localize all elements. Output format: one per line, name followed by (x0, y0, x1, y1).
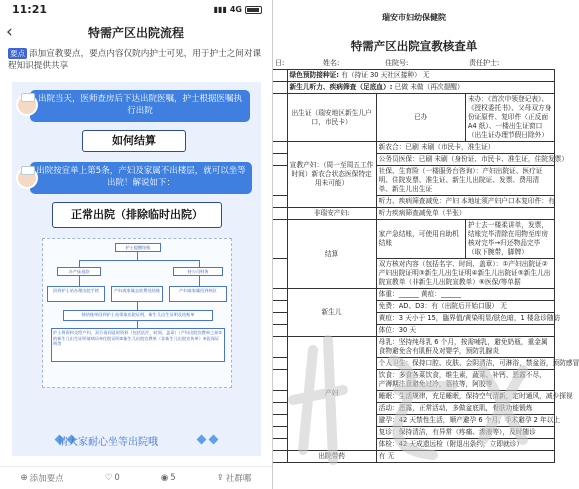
checklist-document (272, 0, 579, 489)
table-cell: 避孕：42 天禁性生活，顺产避孕 6 个月，手术避孕 2 年以上 (376, 415, 554, 427)
poster-footer: 请大家耐心坐等出院哦 (58, 437, 158, 448)
table-cell (273, 325, 287, 337)
table-cell (273, 289, 287, 301)
table-cell: 体位：30 天 (376, 325, 554, 337)
table-cell: 母乳：坚持纯母乳 6 个月，按需哺乳，避免奶瓶，重金属食物避免含有肌酐及对婴学，预防乳腺炎 (376, 337, 554, 358)
table-row (273, 82, 555, 94)
checklist-table (273, 69, 579, 463)
table-row (273, 337, 555, 358)
table-cell (273, 427, 287, 439)
name-label: 姓名: (323, 59, 340, 67)
flowchart (42, 238, 232, 388)
table-cell (273, 337, 287, 358)
admission-no-label: 住院号: (385, 59, 409, 67)
settlement-box: 如何结算 (82, 130, 186, 152)
table-cell (273, 70, 287, 82)
nurse-icon (16, 167, 38, 189)
table-cell (273, 370, 287, 391)
flow-top: 护士提醒结账 (115, 243, 161, 252)
flow-l2: 持公司财务 (173, 267, 223, 276)
diamond-icon (197, 435, 207, 445)
table-cell: 复诊：保持清洁，有异常（疼痛、渗液等），及时随诊 (376, 427, 554, 439)
table-cell (273, 403, 287, 415)
table-row (273, 289, 555, 301)
step1-bubble (30, 90, 250, 122)
table-cell (273, 208, 287, 220)
table-cell: 饮食：多食各菜饮食，维生素，蔬菜、补钙、恶露不尽，产褥期注意避免过冷，荔枝等，阿胶等 (376, 370, 554, 391)
table-cell: 黄疸：3 天小于 15，臨界值/黄染明显/肤色暗，1 楼急诊随访 (376, 313, 554, 325)
normal-discharge-box: 正常出院（排除临时出院） (52, 202, 222, 228)
table-cell: 出生证（瑞安地区新生儿户口，市民卡） (287, 94, 376, 142)
table-cell (273, 451, 287, 463)
flow-m2: 产妇或家属去收费处结账 (111, 286, 163, 302)
table-cell: 绿色预防接种证: 有（持证 30 天社区接种） 无 (287, 70, 555, 82)
table-cell: 个人卫生：保持口腔、皮肤、会阴清洁，可淋浴，禁盆浴，预防感冒 (376, 358, 554, 370)
table-cell: 公务员医保：已刷 未刷（身份证、市民卡、准生证，住院发票） (376, 154, 554, 166)
table-row (273, 220, 555, 259)
table-cell: 宣教产妇：（周一至周五工作时间）新农合状态医保特定用未可能） (287, 142, 376, 208)
table-cell (273, 196, 287, 208)
flow-note: 护士将资料交给产妇，双方再同意时资料（包括医疗、时间、盖章）（产妇出院宣教单之前②的新生儿出生证明请病历④住院证明⑤新生儿出院宣教单（非新生儿出院宣传单）④医保证明等 (51, 328, 225, 362)
table-cell: 社保、生育险（一楼服务台咨询）：产妇出院证、医疗证明、住院发票、准生证、新生儿出院证、发票、费用清单、新生儿出生证 (376, 166, 554, 196)
table-row (273, 451, 555, 463)
step2-text: 出院按宣单上第5条，产妇及家属不出楼层，就可以坐等出院！解说如下： (36, 166, 246, 188)
table-cell: 护士去一楼柔讲单，发票，结账完毕清除在用物至库房核对完毕→归还物品完毕（取下腕带，脚牌） (465, 220, 554, 259)
table-cell: 新生儿 (287, 289, 376, 337)
step2-bubble (30, 162, 252, 194)
table-row (273, 142, 555, 154)
table-row (273, 94, 555, 142)
status-time: 11:21 (12, 3, 48, 16)
table-cell: 双方核对内容（包括名字、时间、盖章）：①产妇出院证②产妇出院证明③新生儿出生证明④新生儿出院证⑤新生儿出院宣教单（非新生儿出院宣教单）⑥医保/等单据 (376, 259, 554, 289)
hint-box (0, 45, 272, 76)
table-cell: 听力疾病筛查减免单（半张） (376, 208, 554, 220)
table-cell: 已办 (376, 94, 465, 142)
bottom-toolbar (0, 466, 272, 489)
table-cell (273, 439, 287, 451)
table-cell (273, 166, 287, 196)
table-cell (273, 154, 287, 166)
share-button[interactable]: ⇪ 社群哪 (216, 473, 252, 484)
table-cell: 有 无 (376, 451, 554, 463)
back-icon[interactable]: ‹ (6, 21, 13, 42)
status-bar (0, 0, 272, 19)
nav-bar (0, 19, 272, 45)
heart-icon: ♡ (104, 473, 113, 483)
table-cell (273, 259, 287, 289)
table-cell: 出院带药 (287, 451, 376, 463)
table-cell: 新生儿听力、疾病筛查（足底血）: 已做 未做（再次提醒） (287, 82, 555, 94)
date-label: 日: (275, 59, 285, 67)
flow-bottom: 持结账单回到护士站领取出院证明，新生儿出生证明及结账单 (63, 310, 213, 321)
hint-tag: 要点 (10, 49, 25, 58)
battery-icon (245, 6, 262, 14)
table-cell (273, 313, 287, 325)
eye-icon: ◉ (160, 473, 169, 483)
table-cell (273, 358, 287, 370)
table-cell (273, 301, 287, 313)
diamond-icon (209, 435, 219, 445)
table-cell: 产妇 (287, 337, 376, 451)
table-cell (273, 391, 287, 403)
table-cell: 体检：42 天成遗远检（附退出条约，立即就诊） (376, 439, 554, 451)
step1-text: 出院当天，医师查房后下达出院医嘱，护士根据医嘱执行出院 (37, 94, 242, 116)
table-cell: 非瑞安产妇: (287, 208, 376, 220)
add-point-button[interactable]: ⊕ 添加要点 (20, 473, 64, 484)
document-title: 特需产区出院宣教核查单 (350, 39, 478, 53)
table-cell: 未办：《首次申领登记表》、《授权委托书》、父母双方身份证原件、复印件（正反面 A4 纸）、一楼出生证窗口（出生证办理节假日除外） (465, 94, 554, 142)
table-cell: 睡眠：生活规律，充足睡眠，保持空气清新，定时通风，减少探视 (376, 391, 554, 403)
page-title: 特需产区出院流程 (87, 25, 184, 40)
table-cell (273, 82, 287, 94)
table-cell: 活动：恶露，正常活动，多做盆底肌，骨肤功能锻炼 (376, 403, 554, 415)
view-count: ◉ 5 (160, 473, 176, 483)
table-cell (273, 142, 287, 154)
table-row (273, 70, 555, 82)
flow-m3: 产妇或家属回到病区 (169, 286, 227, 302)
network-label: 4G (229, 5, 242, 14)
table-cell: 结算 (287, 220, 376, 289)
flow-l1: 办产床退款 (57, 267, 101, 276)
table-cell: 新农合：已刷 未刷（市民卡，准生证） (376, 142, 554, 154)
table-cell: 体重：______ 黄疸：______ (376, 289, 554, 301)
nurse-label: 责任护士: (469, 59, 500, 67)
nurse-icon (16, 94, 38, 116)
table-cell (273, 94, 287, 142)
plus-circle-icon: ⊕ (20, 473, 28, 483)
table-cell: 听力、疾病筛查减免：产妇 本地址须产妇户口本复印件：有 (376, 196, 554, 208)
flow-m1: 回到护士站办理出院手续 (47, 286, 105, 302)
table-cell (273, 220, 287, 259)
phone-screen (0, 0, 272, 489)
table-cell: 免费：AD、D3：有（出院后开始口服） 无 (376, 301, 554, 313)
hospital-name: 瑞安市妇幼保健院 (382, 13, 446, 22)
hint-text: 添加宣教要点，要点内容仅院内护士可见，用于护士之间对课程知识提供共享 (8, 49, 262, 71)
signal-icon: ▮▮▮ (213, 5, 227, 14)
table-row (273, 208, 555, 220)
share-icon: ⇪ (216, 473, 224, 483)
table-cell: 家产急结账，可使用自助机结账 (376, 220, 465, 259)
poster-image (12, 82, 261, 456)
table-cell (273, 415, 287, 427)
like-button[interactable]: ♡ 0 (104, 473, 120, 483)
